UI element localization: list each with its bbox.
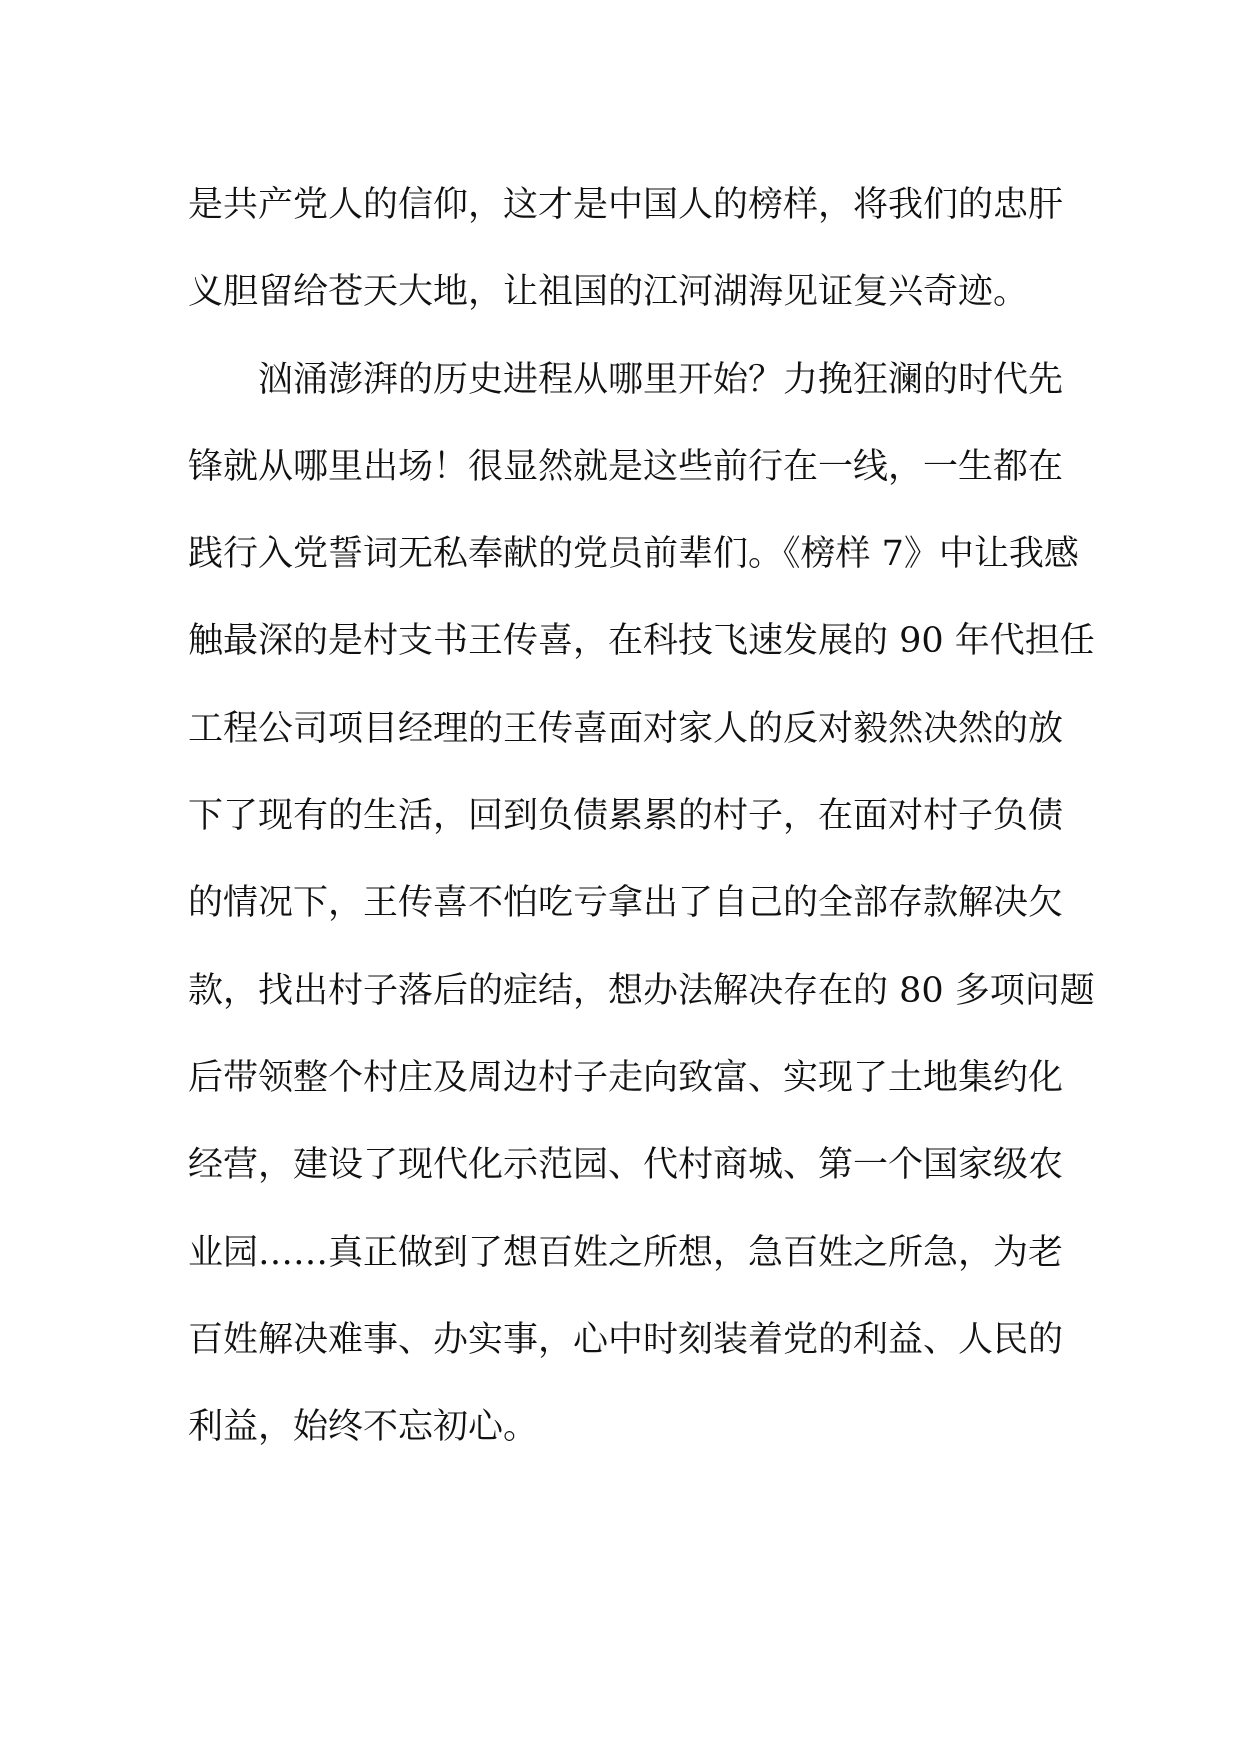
- text-line: 款，找出村子落后的症结，想办法解决存在的 80 多项问题: [188, 970, 1095, 1011]
- text-line: 下了现有的生活，回到负债累累的村子，在面对村子负债: [188, 796, 1064, 837]
- text-line: 锋就从哪里出场！很显然就是这些前行在一线，一生都在: [188, 446, 1064, 487]
- text-line: 业园……真正做到了想百姓之所想，急百姓之所急，为老: [188, 1232, 1064, 1273]
- text-line: 是共产党人的信仰，这才是中国人的榜样，将我们的忠肝: [188, 185, 1064, 225]
- text-line: 触最深的是村支书王传喜，在科技飞速发展的 90 年代担任: [188, 621, 1095, 662]
- text-line: 践行入党誓词无私奉献的党员前辈们。《榜样 7》中让我感: [188, 534, 1079, 575]
- text-line: 义胆留给苍天大地，让祖国的江河湖海见证复兴奇迹。: [188, 272, 1029, 313]
- body-text: [188, 162, 1095, 1471]
- text-line: 利益，始终不忘初心。: [188, 1407, 539, 1448]
- text-line: 的情况下，王传喜不怕吃亏拿出了自己的全部存款解决欠: [188, 883, 1064, 924]
- text-line: 百姓解决难事、办实事，心中时刻装着党的利益、人民的: [188, 1319, 1064, 1360]
- paragraph-start-line: 汹涌澎湃的历史进程从哪里开始？力挽狂澜的时代先: [258, 359, 1064, 400]
- text-line: 经营，建设了现代化示范园、代村商城、第一个国家级农: [188, 1145, 1064, 1186]
- text-line: 工程公司项目经理的王传喜面对家人的反对毅然决然的放: [188, 708, 1064, 749]
- text-line: 后带领整个村庄及周边村子走向致富、实现了土地集约化: [188, 1057, 1064, 1098]
